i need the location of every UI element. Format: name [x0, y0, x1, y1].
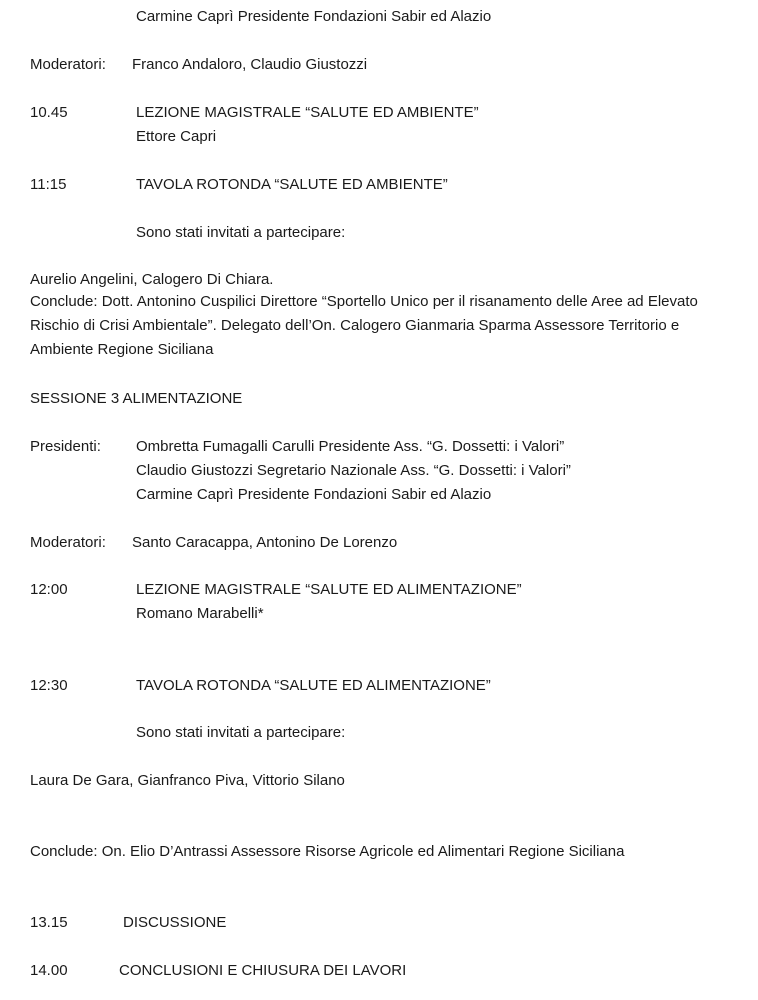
lecture-title: LEZIONE MAGISTRALE “SALUTE ED ALIMENTAZIONE”: [136, 581, 522, 598]
president-line: Ombretta Fumagalli Carulli Presidente Ass. “G. Dossetti: i Valori”: [136, 438, 565, 455]
moderators-names: Santo Caracappa, Antonino De Lorenzo: [132, 534, 398, 551]
lecture-speaker: Romano Marabelli*: [136, 605, 264, 622]
session-heading: SESSIONE 3 ALIMENTAZIONE: [30, 390, 243, 407]
moderators-names: Franco Andaloro, Claudio Giustozzi: [132, 56, 368, 73]
presidents-label: Presidenti:: [30, 438, 101, 455]
invited-label: Sono stati invitati a partecipare:: [136, 224, 346, 241]
moderators-label: Moderatori:: [30, 56, 106, 73]
conclusion-paragraph: Conclude: Dott. Antonino Cuspilici Direttore “Sportello Unico per il risanamento delle Aree ad Elevato Rischio di Crisi Ambientale”. Delegato dell’On. Calogero Gianmaria Sparma Assessore Territorio e Ambiente Regione Siciliana: [30, 293, 698, 358]
roundtable-time: 12:30: [30, 677, 68, 694]
discussion-label: DISCUSSIONE: [123, 914, 227, 931]
lecture-time: 10.45: [30, 104, 68, 121]
invited-label: Sono stati invitati a partecipare:: [136, 724, 346, 741]
lecture-time: 12:00: [30, 581, 68, 598]
lecture-title: LEZIONE MAGISTRALE “SALUTE ED AMBIENTE”: [136, 104, 479, 121]
roundtable-time: 11:15: [30, 176, 67, 193]
president-line: Carmine Caprì Presidente Fondazioni Sabir ed Alazio: [136, 8, 492, 25]
roundtable-title: TAVOLA ROTONDA “SALUTE ED ALIMENTAZIONE”: [136, 677, 491, 694]
conclusions-label: CONCLUSIONI E CHIUSURA DEI LAVORI: [119, 962, 407, 979]
participants: Laura De Gara, Gianfranco Piva, Vittorio Silano: [30, 772, 345, 789]
conclusions-time: 14.00: [30, 962, 68, 979]
participants: Aurelio Angelini, Calogero Di Chiara.: [30, 271, 274, 288]
president-line: Carmine Caprì Presidente Fondazioni Sabir ed Alazio: [136, 486, 492, 503]
president-line: Claudio Giustozzi Segretario Nazionale Ass. “G. Dossetti: i Valori”: [136, 462, 571, 479]
conclusion-line: Conclude: On. Elio D’Antrassi Assessore Risorse Agricole ed Alimentari Regione Siciliana: [30, 843, 625, 860]
roundtable-title: TAVOLA ROTONDA “SALUTE ED AMBIENTE”: [136, 176, 448, 193]
lecture-speaker: Ettore Capri: [136, 128, 217, 145]
moderators-label: Moderatori:: [30, 534, 106, 551]
discussion-time: 13.15: [30, 914, 68, 931]
